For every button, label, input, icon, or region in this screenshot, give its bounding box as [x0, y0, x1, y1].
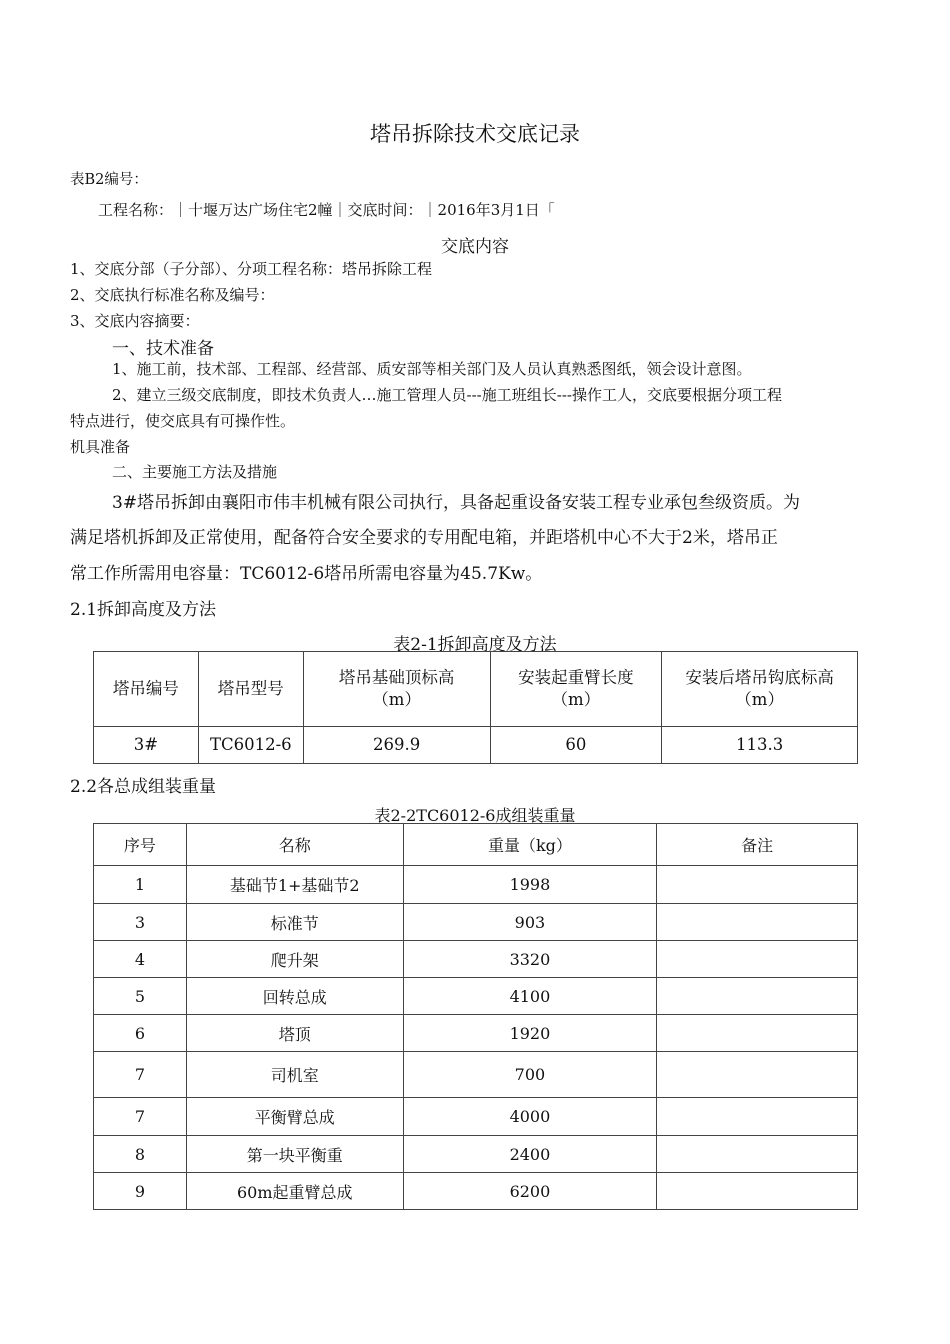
- cell-seq: 4: [94, 941, 187, 978]
- table-header-row: [94, 652, 858, 727]
- header-crane-no: 塔吊编号: [94, 652, 199, 727]
- table-1-caption: 表2-1拆卸高度及方法: [393, 635, 557, 655]
- cell-weight: 4100: [403, 978, 657, 1015]
- cell-remark: [657, 1052, 858, 1098]
- cell-weight: 1920: [403, 1015, 657, 1052]
- cell-name: 塔顶: [186, 1015, 403, 1052]
- body-line-3: 常工作所需用电容量：TC6012-6塔吊所需电容量为45.7Kw。: [70, 564, 543, 584]
- cell-name: 司机室: [186, 1052, 403, 1098]
- cell-name: 平衡臂总成: [186, 1098, 403, 1136]
- cell-seq: 3: [94, 904, 187, 941]
- header-unit: （m）: [372, 690, 421, 709]
- cell-remark: [657, 1015, 858, 1052]
- form-number: 表B2编号：: [70, 172, 148, 188]
- cell-name: 回转总成: [186, 978, 403, 1015]
- cell-remark: [657, 978, 858, 1015]
- dismantle-height-table: [93, 651, 858, 764]
- header-weight: 重量（kg）: [403, 824, 657, 866]
- header-seq: 序号: [94, 824, 187, 866]
- section-technical-prep: 一、技术准备: [112, 339, 214, 359]
- item-2: 2、交底执行标准名称及编号：: [70, 286, 275, 304]
- item-3: 3、交底内容摘要：: [70, 312, 200, 330]
- table-row: [94, 1098, 858, 1136]
- table-row: [94, 1173, 858, 1210]
- cell-weight: 2400: [403, 1136, 657, 1173]
- cell-seq: 1: [94, 866, 187, 904]
- cell-hook-elevation: 113.3: [662, 727, 858, 764]
- project-info-line: 工程名称：｜十堰万达广场住宅2幢｜交底时间：｜2016年3月1日「: [98, 201, 555, 219]
- cell-foundation-elevation: 269.9: [303, 727, 490, 764]
- table-row: [94, 1136, 858, 1173]
- page-title: 塔吊拆除技术交底记录: [370, 122, 580, 146]
- machine-prep-heading: 机具准备: [70, 438, 131, 456]
- cell-seq: 5: [94, 978, 187, 1015]
- cell-crane-model: TC6012-6: [198, 727, 303, 764]
- cell-remark: [657, 1173, 858, 1210]
- subsection-2-1: 2.1拆卸高度及方法: [70, 600, 217, 620]
- header-foundation-elevation: [303, 652, 490, 727]
- header-unit: （m）: [735, 690, 784, 709]
- table-row: [94, 978, 858, 1015]
- item-1: 1、交底分部（子分部）、分项工程名称：塔吊拆除工程: [70, 260, 433, 278]
- cell-name: 爬升架: [186, 941, 403, 978]
- content-heading: 交底内容: [441, 237, 509, 257]
- assembly-weight-table: [93, 823, 858, 1210]
- header-remark: 备注: [657, 824, 858, 866]
- table-row: [94, 727, 858, 764]
- cell-seq: 7: [94, 1052, 187, 1098]
- table-header-row: [94, 824, 858, 866]
- table-2-caption: 表2-2TC6012-6成组装重量: [374, 806, 576, 825]
- header-crane-model: 塔吊型号: [198, 652, 303, 727]
- cell-remark: [657, 904, 858, 941]
- paragraph-2-line-2: 特点进行，使交底具有可操作性。: [70, 412, 296, 430]
- header-name: 名称: [186, 824, 403, 866]
- header-hook-elevation-label: 安装后塔吊钩底标高: [685, 668, 834, 687]
- cell-crane-no: 3#: [94, 727, 199, 764]
- cell-remark: [657, 1098, 858, 1136]
- cell-weight: 6200: [403, 1173, 657, 1210]
- body-line-1: 3#塔吊拆卸由襄阳市伟丰机械有限公司执行，具备起重设备安装工程专业承包叁级资质。为: [112, 493, 801, 513]
- header-boom-length-label: 安装起重臂长度: [518, 668, 634, 687]
- cell-weight: 1998: [403, 866, 657, 904]
- header-unit: （m）: [551, 690, 601, 709]
- table-row: [94, 1052, 858, 1098]
- cell-name: 标准节: [186, 904, 403, 941]
- table-row: [94, 1015, 858, 1052]
- table-row: [94, 866, 858, 904]
- cell-name: 第一块平衡重: [186, 1136, 403, 1173]
- cell-weight: 4000: [403, 1098, 657, 1136]
- subsection-2-2: 2.2各总成组装重量: [70, 777, 217, 797]
- cell-name: 基础节1+基础节2: [186, 866, 403, 904]
- cell-boom-length: 60: [490, 727, 662, 764]
- body-line-2: 满足塔机拆卸及正常使用，配备符合安全要求的专用配电箱，并距塔机中心不大于2米，塔吊正: [70, 528, 778, 548]
- header-boom-length: [490, 652, 662, 727]
- header-foundation-elevation-label: 塔吊基础顶标高: [338, 668, 455, 687]
- table-row: [94, 904, 858, 941]
- cell-weight: 3320: [403, 941, 657, 978]
- section-methods: 二、主要施工方法及措施: [112, 463, 278, 481]
- cell-remark: [657, 941, 858, 978]
- cell-name: 60m起重臂总成: [186, 1173, 403, 1210]
- cell-seq: 8: [94, 1136, 187, 1173]
- cell-remark: [657, 1136, 858, 1173]
- paragraph-2-line-1: 2、建立三级交底制度，即技术负责人…施工管理人员---施工班组长---操作工人，交底要根据分项工程: [112, 386, 782, 404]
- table-row: [94, 941, 858, 978]
- header-hook-elevation: [662, 652, 858, 727]
- cell-weight: 700: [403, 1052, 657, 1098]
- cell-weight: 903: [403, 904, 657, 941]
- cell-seq: 9: [94, 1173, 187, 1210]
- cell-seq: 7: [94, 1098, 187, 1136]
- cell-remark: [657, 866, 858, 904]
- paragraph-1: 1、施工前，技术部、工程部、经营部、质安部等相关部门及人员认真熟悉图纸，领会设计意图。: [112, 360, 752, 378]
- cell-seq: 6: [94, 1015, 187, 1052]
